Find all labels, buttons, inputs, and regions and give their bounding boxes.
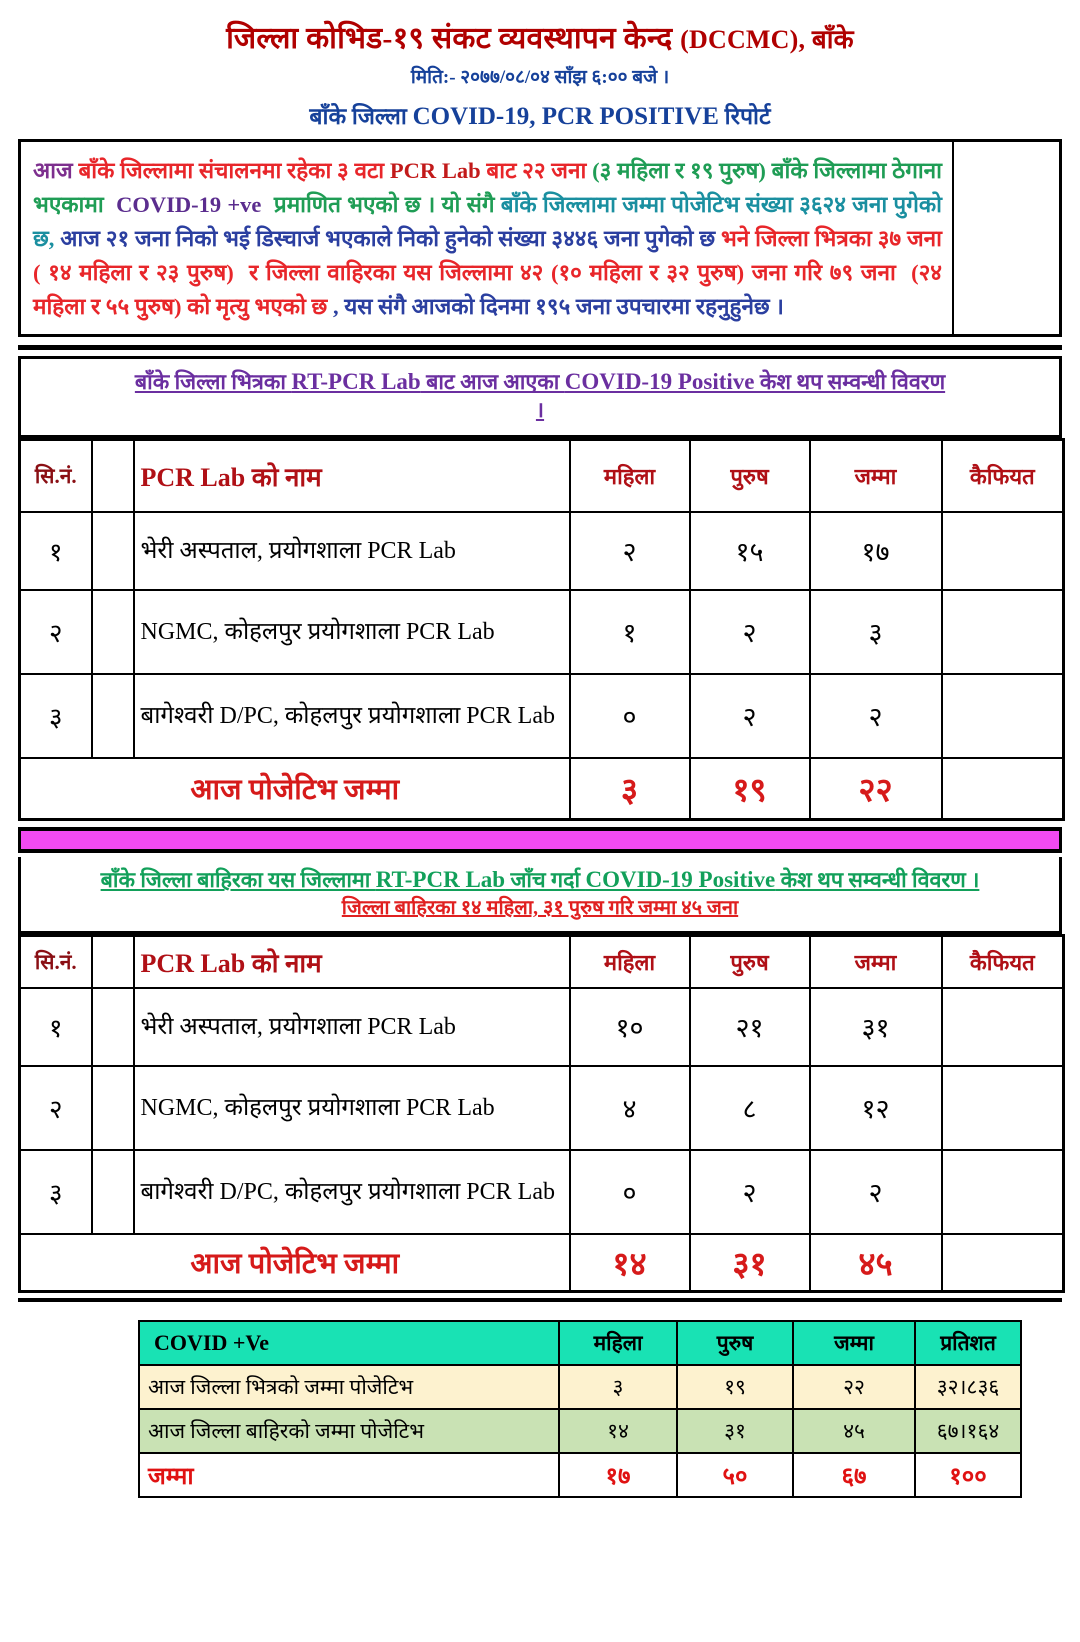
page-title: [0, 22, 1080, 57]
table-row: [20, 1150, 1064, 1234]
section1-total-row: [20, 758, 1064, 820]
summary-col-female: महिला: [559, 1321, 677, 1365]
section1-banner-line: [31, 367, 1049, 397]
row-sn: १: [20, 512, 92, 590]
section2-banner-en2: COVID-19 Positive: [585, 867, 776, 893]
table-row: [20, 674, 1064, 758]
section1-banner-post: केश थप सम्वन्धी विवरण: [754, 370, 946, 395]
page-title-np: जिल्ला कोभिड-१९ संकट व्यवस्थापन केन्द: [226, 22, 673, 55]
col-header-blank: [92, 440, 134, 512]
summary-row-grand-total: [139, 1453, 1021, 1497]
summary-table-wrap: [138, 1320, 1020, 1498]
summary-row-total: २२: [793, 1365, 915, 1409]
total-remark: [942, 1234, 1064, 1292]
page-title-en: (DCCMC), बाँके: [680, 25, 854, 54]
col-header-blank: [92, 936, 134, 988]
section1-banner-en1: RT-PCR Lab: [291, 369, 421, 395]
table-row: [20, 988, 1064, 1066]
paragraph-segment-2: PCR Lab: [389, 157, 487, 183]
row-male: ८: [690, 1066, 810, 1150]
section2-banner-subline: जिल्ला बाहिरका १४ महिला, ३१ पुरुष गरि जम्मा ४५ जना: [341, 897, 739, 920]
row-female: २: [570, 512, 690, 590]
table-row: [20, 590, 1064, 674]
summary-row-male: ३१: [677, 1409, 793, 1453]
col-header-total: जम्मा: [810, 936, 942, 988]
summary-row-female: १७: [559, 1453, 677, 1497]
total-remark: [942, 758, 1064, 820]
section2-banner-pre: बाँके जिल्ला बाहिरका यस जिल्लामा: [100, 868, 376, 893]
summary-row-label: आज जिल्ला भित्रको जम्मा पोजेटिभ: [139, 1365, 559, 1409]
row-remark: [942, 988, 1064, 1066]
document-header: [0, 0, 1080, 131]
subtitle-en: COVID-19, PCR POSITIVE: [412, 102, 719, 130]
paragraph-segment-5: बाँके जिल्लामा ठेगाना भएकामा: [33, 157, 948, 217]
col-header-labname: PCR Lab को नाम: [134, 440, 570, 512]
col-header-female: महिला: [570, 936, 690, 988]
paragraph-segment-11: , यस संगै आजको दिनमा १९५ जना उपचारमा रहनुहुनेछ ।: [332, 294, 784, 320]
row-labname: भेरी अस्पताल, प्रयोगशाला PCR Lab: [134, 988, 570, 1066]
row-female: ०: [570, 1150, 690, 1234]
row-male: २: [690, 1150, 810, 1234]
section1-banner-en2: COVID-19 Positive: [564, 369, 755, 395]
total-total: २२: [810, 758, 942, 820]
row-female: ४: [570, 1066, 690, 1150]
row-gap: [92, 512, 134, 590]
row-labname: NGMC, कोहलपुर प्रयोगशाला PCR Lab: [134, 590, 570, 674]
row-gap: [92, 1150, 134, 1234]
row-sn: ३: [20, 1150, 92, 1234]
row-labname: भेरी अस्पताल, प्रयोगशाला PCR Lab: [134, 512, 570, 590]
row-sn: ३: [20, 674, 92, 758]
summary-paragraph: [33, 154, 948, 325]
section1-banner-mid: बाट आज आएका: [420, 370, 565, 395]
row-gap: [92, 674, 134, 758]
summary-row-label: आज जिल्ला बाहिरको जम्मा पोजेटिभ: [139, 1409, 559, 1453]
row-labname: बागेश्वरी D/PC, कोहलपुर प्रयोगशाला PCR Lab: [134, 674, 570, 758]
subtitle-prefix: बाँके जिल्ला: [309, 103, 407, 129]
section-divider-2: [18, 1298, 1062, 1302]
row-total: १२: [810, 1066, 942, 1150]
row-gap: [92, 988, 134, 1066]
col-header-sn: सि.नं.: [20, 440, 92, 512]
col-header-remark: कैफियत: [942, 936, 1064, 988]
paragraph-segment-8: बाँके जिल्लामा जम्मा पोजेटिभ संख्या ३६२४ जना पुगेको छ,: [33, 191, 948, 251]
summary-col-percent: प्रतिशत: [915, 1321, 1021, 1365]
row-remark: [942, 512, 1064, 590]
section1-table: [18, 438, 1065, 821]
col-header-female: महिला: [570, 440, 690, 512]
summary-row-total: ४५: [793, 1409, 915, 1453]
summary-table: [138, 1320, 1022, 1498]
row-remark: [942, 590, 1064, 674]
row-total: २: [810, 1150, 942, 1234]
row-male: २: [690, 674, 810, 758]
row-female: १: [570, 590, 690, 674]
section1-banner-pre: बाँके जिल्ला भित्रका: [134, 370, 292, 395]
row-male: २१: [690, 988, 810, 1066]
total-female: ३: [570, 758, 690, 820]
table-row: [20, 1066, 1064, 1150]
report-subtitle: [0, 99, 1080, 131]
row-male: १५: [690, 512, 810, 590]
row-sn: २: [20, 1066, 92, 1150]
row-female: १०: [570, 988, 690, 1066]
total-total: ४५: [810, 1234, 942, 1292]
section2-header-row: [20, 936, 1064, 988]
col-header-labname: PCR Lab को नाम: [134, 936, 570, 988]
col-header-male: पुरुष: [690, 440, 810, 512]
row-total: ३१: [810, 988, 942, 1066]
paragraph-segment-1: बाँके जिल्लामा संचालनमा रहेका ३ वटा: [78, 157, 390, 183]
summary-row-percent: ६७।१६४: [915, 1409, 1021, 1453]
row-gap: [92, 1066, 134, 1150]
paragraph-segment-6: COVID-19 +ve: [116, 191, 268, 217]
summary-row-total: ६७: [793, 1453, 915, 1497]
row-total: २: [810, 674, 942, 758]
row-sn: २: [20, 590, 92, 674]
summary-row-outside-district: [139, 1409, 1021, 1453]
summary-row-label: जम्मा: [139, 1453, 559, 1497]
summary-header-row: [139, 1321, 1021, 1365]
summary-col-covid: COVID +Ve: [139, 1321, 559, 1365]
section2-banner-en1: RT-PCR Lab: [375, 867, 506, 893]
total-label: आज पोजेटिभ जम्मा: [20, 1234, 570, 1292]
total-female: १४: [570, 1234, 690, 1292]
row-female: ०: [570, 674, 690, 758]
row-male: २: [690, 590, 810, 674]
section2-table: [18, 934, 1065, 1293]
summary-row-female: १४: [559, 1409, 677, 1453]
summary-paragraph-cell: [21, 142, 954, 335]
section2-banner-mid: जाँच गर्दा: [505, 868, 586, 893]
row-remark: [942, 1066, 1064, 1150]
col-header-sn: सि.नं.: [20, 936, 92, 988]
summary-row-male: १९: [677, 1365, 793, 1409]
summary-paragraph-side-cell: [954, 142, 1059, 335]
total-male: १९: [690, 758, 810, 820]
paragraph-segment-0: आज: [33, 157, 79, 183]
paragraph-segment-3: बाट २२ जना: [486, 157, 593, 183]
paragraph-segment-9: आज २१ जना निको भई डिस्चार्ज भएकाले निको हुनेको संख्या ३४४६ जना पुगेको छ: [60, 225, 721, 251]
section2-banner-line: [31, 865, 1049, 895]
summary-col-total: जम्मा: [793, 1321, 915, 1365]
total-male: ३१: [690, 1234, 810, 1292]
section2-total-row: [20, 1234, 1064, 1292]
paragraph-segment-4: (३ महिला र १९ पुरुष): [592, 157, 772, 183]
summary-row-male: ५०: [677, 1453, 793, 1497]
section1-header-row: [20, 440, 1064, 512]
col-header-male: पुरुष: [690, 936, 810, 988]
row-remark: [942, 1150, 1064, 1234]
row-total: ३: [810, 590, 942, 674]
paragraph-segment-7: प्रमाणित भएको छ । यो संगै: [267, 191, 501, 217]
row-total: १७: [810, 512, 942, 590]
section2-banner: [18, 857, 1062, 934]
section1-banner-mark: ।: [535, 398, 545, 423]
row-labname: NGMC, कोहलपुर प्रयोगशाला PCR Lab: [134, 1066, 570, 1150]
col-header-remark: कैफियत: [942, 440, 1064, 512]
table-row: [20, 512, 1064, 590]
magenta-divider: [18, 827, 1062, 853]
row-remark: [942, 674, 1064, 758]
row-sn: १: [20, 988, 92, 1066]
col-header-total: जम्मा: [810, 440, 942, 512]
summary-paragraph-block: [18, 139, 1062, 338]
summary-row-percent: १००: [915, 1453, 1021, 1497]
summary-row-percent: ३२।८३६: [915, 1365, 1021, 1409]
summary-row-female: ३: [559, 1365, 677, 1409]
summary-row-inside-district: [139, 1365, 1021, 1409]
total-label: आज पोजेटिभ जम्मा: [20, 758, 570, 820]
section2-banner-post: केश थप सम्वन्धी विवरण ।: [775, 868, 980, 893]
subtitle-suffix: रिपोर्ट: [724, 103, 771, 129]
paragraph-segment-10: भने जिल्ला भित्रका ३७ जना ( १४ महिला र २३ पुरुष) र जिल्ला वाहिरका यस जिल्लामा ४२ (१० महिला र ३२ पुरुष) जना गरि ७९ जना (२४ महिला र ५५ पुरुष) को मृत्यु भएको छ: [33, 225, 948, 320]
row-labname: बागेश्वरी D/PC, कोहलपुर प्रयोगशाला PCR Lab: [134, 1150, 570, 1234]
summary-col-male: पुरुष: [677, 1321, 793, 1365]
report-date: मिति:- २०७७/०८/०४ साँझ ६:०० बजे ।: [410, 66, 670, 88]
section1-banner: [18, 356, 1062, 438]
row-gap: [92, 590, 134, 674]
